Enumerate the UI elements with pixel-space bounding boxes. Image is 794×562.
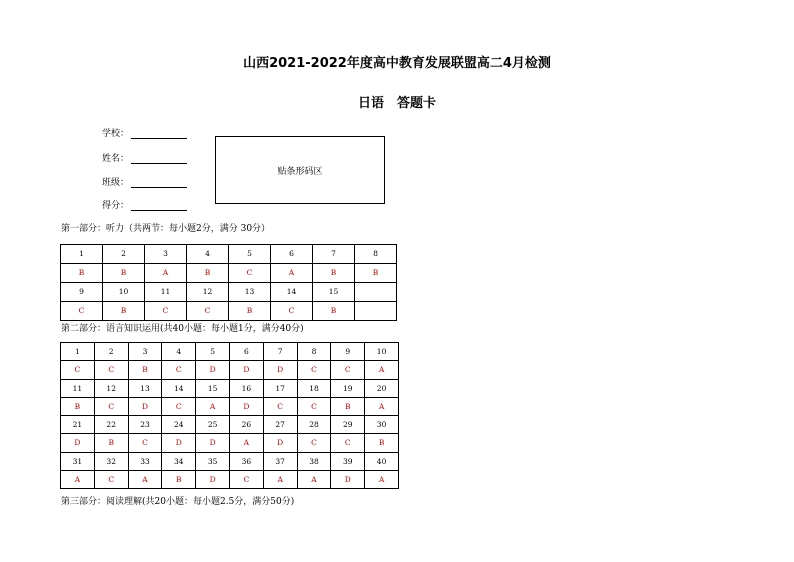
language-answer-table [60, 342, 399, 489]
question-number-cell: 19 [331, 379, 365, 397]
section-part1-heading: 第一部分：听力（共两节：每小题2分，满分 30分） [61, 224, 271, 234]
answer-cell: D [263, 361, 297, 379]
question-number-cell: 8 [297, 343, 331, 361]
answer-cell: C [229, 264, 271, 283]
answer-cell: B [162, 471, 196, 489]
answer-cell: A [365, 471, 399, 489]
question-number-cell: 14 [271, 283, 313, 302]
answer-cell: B [103, 264, 145, 283]
question-number-row [61, 343, 399, 361]
question-number-cell: 2 [103, 245, 145, 264]
answer-cell: B [61, 264, 103, 283]
school-field[interactable] [102, 126, 187, 139]
answer-cell: C [331, 361, 365, 379]
answer-cell: B [128, 361, 162, 379]
answer-cell: A [145, 264, 187, 283]
answer-cell: C [162, 397, 196, 415]
answer-cell: A [365, 361, 399, 379]
question-number-cell: 16 [229, 379, 263, 397]
answer-cell: B [313, 302, 355, 321]
question-number-cell: 27 [263, 416, 297, 434]
answer-cell: B [187, 264, 229, 283]
question-number-row [61, 416, 399, 434]
question-number-cell: 13 [229, 283, 271, 302]
question-number-cell: 22 [94, 416, 128, 434]
question-number-cell: 40 [365, 452, 399, 470]
section-part2-heading: 第二部分：语言知识运用(共40小题：每小题1分，满分40分) [61, 324, 304, 334]
question-number-cell: 6 [229, 343, 263, 361]
class-field[interactable] [102, 175, 187, 188]
question-number-cell: 38 [297, 452, 331, 470]
question-number-cell: 5 [196, 343, 230, 361]
answer-cell: B [313, 264, 355, 283]
question-number-cell: 10 [365, 343, 399, 361]
class-label: 班级： [102, 178, 130, 188]
question-number-cell: 35 [196, 452, 230, 470]
answer-cell: C [263, 397, 297, 415]
listening-answer-table [60, 244, 397, 321]
answer-cell [355, 302, 397, 321]
answer-cell: D [162, 434, 196, 452]
question-number-cell: 37 [263, 452, 297, 470]
answer-cell: D [331, 471, 365, 489]
answer-row [61, 397, 399, 415]
school-label: 学校： [102, 129, 130, 139]
answer-cell: C [61, 361, 95, 379]
question-number-cell: 36 [229, 452, 263, 470]
question-number-cell: 4 [162, 343, 196, 361]
answer-cell: C [297, 434, 331, 452]
question-number-cell: 9 [61, 283, 103, 302]
question-number-cell: 20 [365, 379, 399, 397]
question-number-cell: 18 [297, 379, 331, 397]
name-label: 姓名： [102, 154, 130, 164]
answer-cell: C [162, 361, 196, 379]
question-number-cell: 1 [61, 343, 95, 361]
score-line[interactable] [131, 201, 187, 211]
question-number-cell: 15 [196, 379, 230, 397]
question-number-cell: 23 [128, 416, 162, 434]
question-number-cell: 3 [145, 245, 187, 264]
section-part3-heading: 第三部分：阅读理解(共20小题：每小题2.5分，满分50分) [61, 497, 295, 507]
question-number-cell: 11 [145, 283, 187, 302]
question-number-cell: 7 [263, 343, 297, 361]
answer-cell: B [365, 434, 399, 452]
question-number-cell: 4 [187, 245, 229, 264]
question-number-cell: 13 [128, 379, 162, 397]
question-number-cell: 32 [94, 452, 128, 470]
question-number-cell: 26 [229, 416, 263, 434]
answer-cell: C [128, 434, 162, 452]
answer-cell: C [271, 302, 313, 321]
question-number-cell: 8 [355, 245, 397, 264]
answer-cell: B [61, 397, 95, 415]
answer-cell: C [297, 397, 331, 415]
answer-cell: A [263, 471, 297, 489]
question-number-cell: 11 [61, 379, 95, 397]
question-number-cell: 10 [103, 283, 145, 302]
score-label: 得分： [102, 201, 130, 211]
question-number-cell: 12 [94, 379, 128, 397]
answer-cell: A [61, 471, 95, 489]
answer-cell: C [94, 397, 128, 415]
answer-cell: C [297, 361, 331, 379]
answer-row [61, 471, 399, 489]
answer-cell: B [355, 264, 397, 283]
question-number-cell: 7 [313, 245, 355, 264]
page-title: 山西2021-2022年度高中教育发展联盟高二4月检测 [243, 56, 551, 71]
answer-row [61, 361, 399, 379]
answer-cell: C [187, 302, 229, 321]
question-number-cell: 34 [162, 452, 196, 470]
question-number-cell: 33 [128, 452, 162, 470]
question-number-cell: 15 [313, 283, 355, 302]
answer-cell: B [331, 397, 365, 415]
question-number-cell: 5 [229, 245, 271, 264]
answer-cell: B [229, 302, 271, 321]
answer-cell: D [229, 361, 263, 379]
question-number-cell: 28 [297, 416, 331, 434]
question-number-cell: 9 [331, 343, 365, 361]
answer-cell: C [94, 361, 128, 379]
answer-cell: D [196, 434, 230, 452]
question-number-row [61, 283, 397, 302]
answer-cell: A [196, 397, 230, 415]
answer-cell: C [145, 302, 187, 321]
answer-cell: B [94, 434, 128, 452]
score-field[interactable] [102, 198, 187, 211]
question-number-row [61, 452, 399, 470]
answer-cell: C [61, 302, 103, 321]
question-number-cell: 24 [162, 416, 196, 434]
answer-cell: C [331, 434, 365, 452]
answer-cell: D [229, 397, 263, 415]
question-number-cell: 6 [271, 245, 313, 264]
answer-cell: A [297, 471, 331, 489]
question-number-cell: 21 [61, 416, 95, 434]
page-subtitle: 日语 答题卡 [357, 96, 436, 111]
answer-cell: A [128, 471, 162, 489]
answer-cell: D [196, 361, 230, 379]
answer-cell: D [61, 434, 95, 452]
answer-cell: D [128, 397, 162, 415]
question-number-cell: 30 [365, 416, 399, 434]
question-number-cell: 12 [187, 283, 229, 302]
name-field[interactable] [102, 151, 187, 164]
question-number-cell: 14 [162, 379, 196, 397]
question-number-cell: 29 [331, 416, 365, 434]
question-number-cell: 2 [94, 343, 128, 361]
question-number-cell [355, 283, 397, 302]
barcode-label: 贴条形码区 [277, 166, 323, 177]
answer-cell: A [229, 434, 263, 452]
question-number-row [61, 379, 399, 397]
answer-cell: A [365, 397, 399, 415]
question-number-cell: 31 [61, 452, 95, 470]
answer-row [61, 302, 397, 321]
answer-cell: D [263, 434, 297, 452]
answer-cell: D [196, 471, 230, 489]
answer-cell: C [229, 471, 263, 489]
answer-cell: A [271, 264, 313, 283]
question-number-row [61, 245, 397, 264]
question-number-cell: 39 [331, 452, 365, 470]
answer-row [61, 434, 399, 452]
barcode-area [215, 136, 385, 204]
question-number-cell: 3 [128, 343, 162, 361]
question-number-cell: 17 [263, 379, 297, 397]
answer-cell: B [103, 302, 145, 321]
answer-row [61, 264, 397, 283]
question-number-cell: 1 [61, 245, 103, 264]
question-number-cell: 25 [196, 416, 230, 434]
answer-cell: C [94, 471, 128, 489]
class-line[interactable] [131, 178, 187, 188]
school-line[interactable] [131, 129, 187, 139]
name-line[interactable] [131, 154, 187, 164]
